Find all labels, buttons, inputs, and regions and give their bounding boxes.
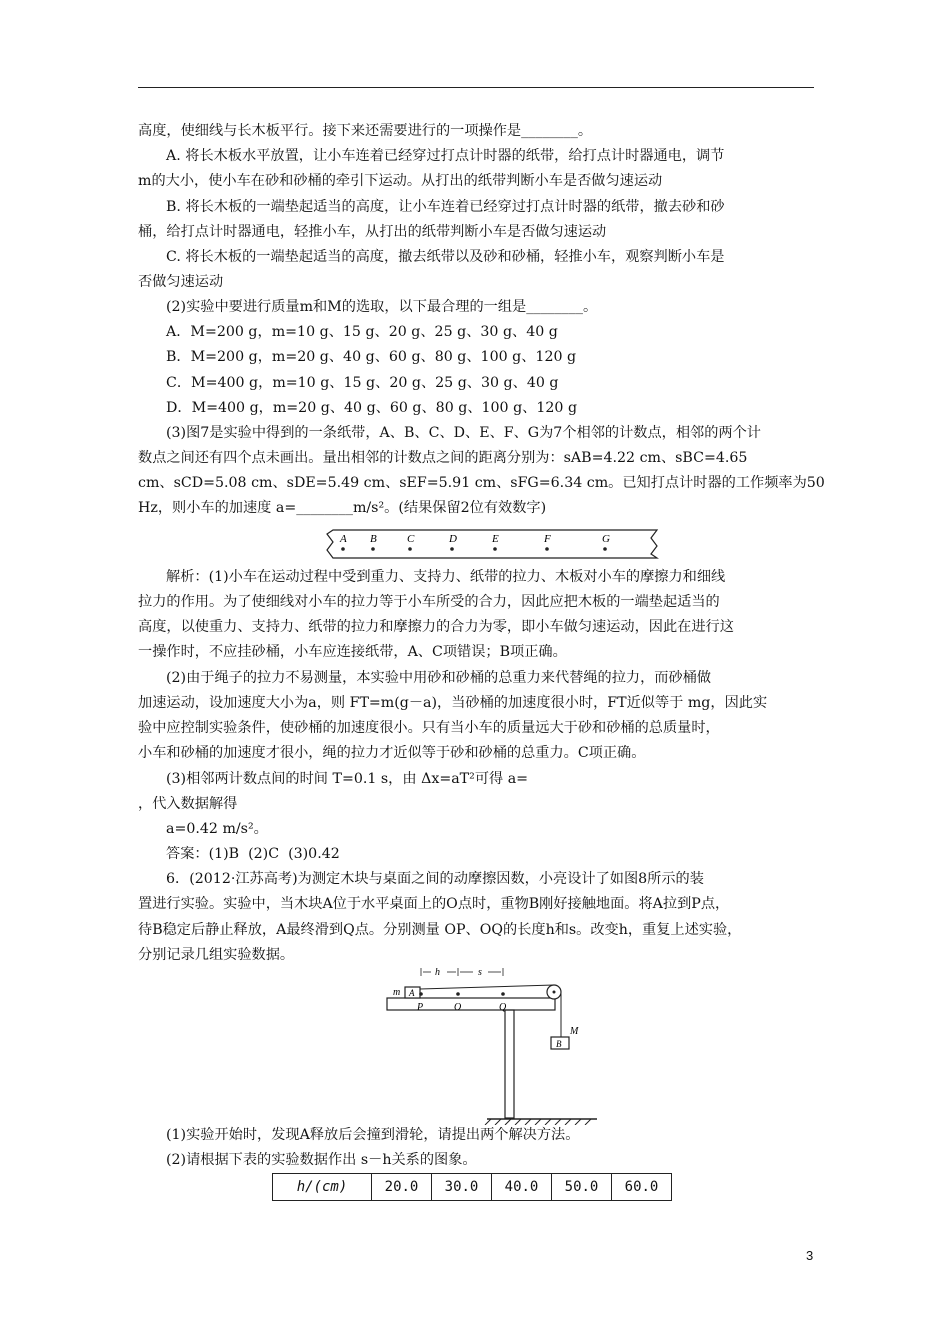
label-q: Q — [499, 1002, 507, 1013]
string-horizontal — [420, 985, 554, 989]
text-line: 答案：(1)B (2)C (3)0.42 — [166, 846, 340, 862]
text-line: 6．(2012·江苏高考)为测定木块与桌面之间的动摩擦因数，小亮设计了如图8所示的装 — [166, 871, 704, 887]
tape-label-b: B — [370, 533, 377, 545]
text-line: 高度，使细线与长木板平行。接下来还需要进行的一项操作是________。 — [138, 123, 593, 139]
text-line: 验中应控制实验条件，使砂桶的加速度很小。只有当小车的质量远大于砂和砂桶的总质量时， — [138, 720, 720, 736]
text-line: 置进行实验。实验中，当木块A位于水平桌面上的O点时，重物B刚好接触地面。将A拉到P点， — [138, 896, 730, 912]
table-row — [273, 1174, 672, 1201]
table-cell: 20.0 — [372, 1174, 432, 1201]
paper-tape-figure — [325, 524, 665, 564]
text-line: a=0.42 m/s²。 — [166, 821, 268, 837]
floor-hatching — [485, 1119, 591, 1125]
label-o: O — [454, 1002, 462, 1013]
tape-label-f: F — [544, 533, 551, 545]
text-line: (2)由于绳子的拉力不易测量，本实验中用砂和砂桶的总重力来代替绳的拉力，而砂桶做 — [166, 670, 712, 686]
page-number: 3 — [806, 1248, 814, 1263]
point-q-dot — [501, 992, 505, 996]
label-p: P — [417, 1002, 424, 1013]
text-line: D．M=400 g，m=20 g、40 g、60 g、80 g、100 g、120 g — [166, 400, 578, 416]
text-line: 小车和砂桶的加速度才很小，绳的拉力才近似等于砂和砂桶的总重力。C项正确。 — [138, 745, 646, 761]
text-line: C. 将长木板的一端垫起适当的高度，撤去纸带以及砂和砂桶，轻推小车，观察判断小车是 — [166, 249, 725, 265]
tape-label-a: A — [340, 533, 347, 545]
tape-label-e: E — [492, 533, 499, 545]
pulley-axle — [553, 991, 556, 994]
text-line: 分别记录几组实验数据。 — [138, 947, 295, 963]
tape-point-g — [603, 547, 607, 551]
tape-label-d: D — [449, 533, 457, 545]
text-line: 拉力的作用。为了使细线对小车的拉力等于小车所受的合力，因此应把木板的一端垫起适当的 — [138, 594, 720, 610]
table-cell: 60.0 — [612, 1174, 672, 1201]
data-table — [272, 1173, 672, 1201]
text-line: A. 将长木板水平放置，让小车连着已经穿过打点计时器的纸带，给打点计时器通电，调节 — [166, 148, 725, 164]
text-line: (2)实验中要进行质量m和M的选取，以下最合理的一组是________。 — [166, 299, 598, 315]
tape-point-c — [408, 547, 412, 551]
label-a: A — [409, 988, 415, 998]
table-leg — [505, 1010, 514, 1118]
text-line: (3)相邻两计数点间的时间 T=0.1 s，由 Δx=aT²可得 a= — [166, 771, 529, 787]
table-cell: 30.0 — [432, 1174, 492, 1201]
text-line: 待B稳定后静止释放，A最终滑到Q点。分别测量 OP、OQ的长度h和s。改变h，重复上述实验， — [138, 922, 742, 938]
table-top — [387, 998, 555, 1010]
table-cell: 50.0 — [552, 1174, 612, 1201]
label-big-m: M — [570, 1026, 579, 1037]
tape-label-g: G — [602, 533, 610, 545]
text-line: 解析：(1)小车在运动过程中受到重力、支持力、纸带的拉力、木板对小车的摩擦力和细线 — [166, 569, 726, 585]
label-h: h — [435, 967, 440, 978]
table-header-cell: h/(cm) — [273, 1174, 372, 1201]
text-line: A．M=200 g，m=10 g、15 g、20 g、25 g、30 g、40 g — [166, 324, 558, 340]
text-line: Hz，则小车的加速度 a=________m/s²。(结果保留2位有效数字) — [138, 500, 547, 516]
text-line: 高度，以使重力、支持力、纸带的拉力和摩擦力的合力为零，即小车做匀速运动，因此在进行这 — [138, 619, 734, 635]
label-b: B — [556, 1039, 562, 1049]
text-line: m的大小，使小车在砂和砂桶的牵引下运动。从打出的纸带判断小车是否做匀速运动 — [138, 173, 663, 189]
tape-point-e — [493, 547, 497, 551]
text-line: 加速运动，设加速度大小为a，则 FT=m(g－a)，当砂桶的加速度很小时，FT近似等于 mg，因此实 — [138, 695, 768, 711]
point-o-dot — [456, 992, 460, 996]
text-line: (3)图7是实验中得到的一条纸带，A、B、C、D、E、F、G为7个相邻的计数点，相邻的两个计 — [166, 425, 761, 441]
tape-point-b — [371, 547, 375, 551]
text-line: 否做匀速运动 — [138, 274, 224, 290]
tape-point-a — [341, 547, 345, 551]
apparatus-figure — [375, 965, 605, 1125]
tape-point-f — [545, 547, 549, 551]
point-p-dot — [419, 992, 423, 996]
text-line: 桶，给打点计时器通电，轻推小车，从打出的纸带判断小车是否做匀速运动 — [138, 224, 607, 240]
text-line: ，代入数据解得 — [138, 796, 238, 812]
table-cell: 40.0 — [492, 1174, 552, 1201]
text-line: B. 将长木板的一端垫起适当的高度，让小车连着已经穿过打点计时器的纸带，撤去砂和砂 — [166, 199, 725, 215]
text-line: 数点之间还有四个点未画出。量出相邻的计数点之间的距离分别为：sAB=4.22 cm、sBC=4.65 — [138, 450, 748, 466]
header-rule — [138, 87, 814, 88]
label-s: s — [478, 967, 482, 978]
text-line: (1)实验开始时，发现A释放后会撞到滑轮，请提出两个解决方法。 — [166, 1127, 580, 1143]
label-m: m — [393, 987, 401, 998]
tape-point-d — [450, 547, 454, 551]
text-line: cm、sCD=5.08 cm、sDE=5.49 cm、sEF=5.91 cm、sFG=6.34 cm。已知打点计时器的工作频率为50 — [138, 475, 825, 491]
tape-label-c: C — [407, 533, 415, 545]
text-line: 一操作时，不应挂砂桶，小车应连接纸带，A、C项错误；B项正确。 — [138, 644, 567, 660]
text-line: C．M=400 g，m=10 g、15 g、20 g、25 g、30 g、40 g — [166, 375, 559, 391]
text-line: B．M=200 g，m=20 g、40 g、60 g、80 g、100 g、120 g — [166, 349, 577, 365]
text-line: (2)请根据下表的实验数据作出 s－h关系的图象。 — [166, 1152, 477, 1168]
